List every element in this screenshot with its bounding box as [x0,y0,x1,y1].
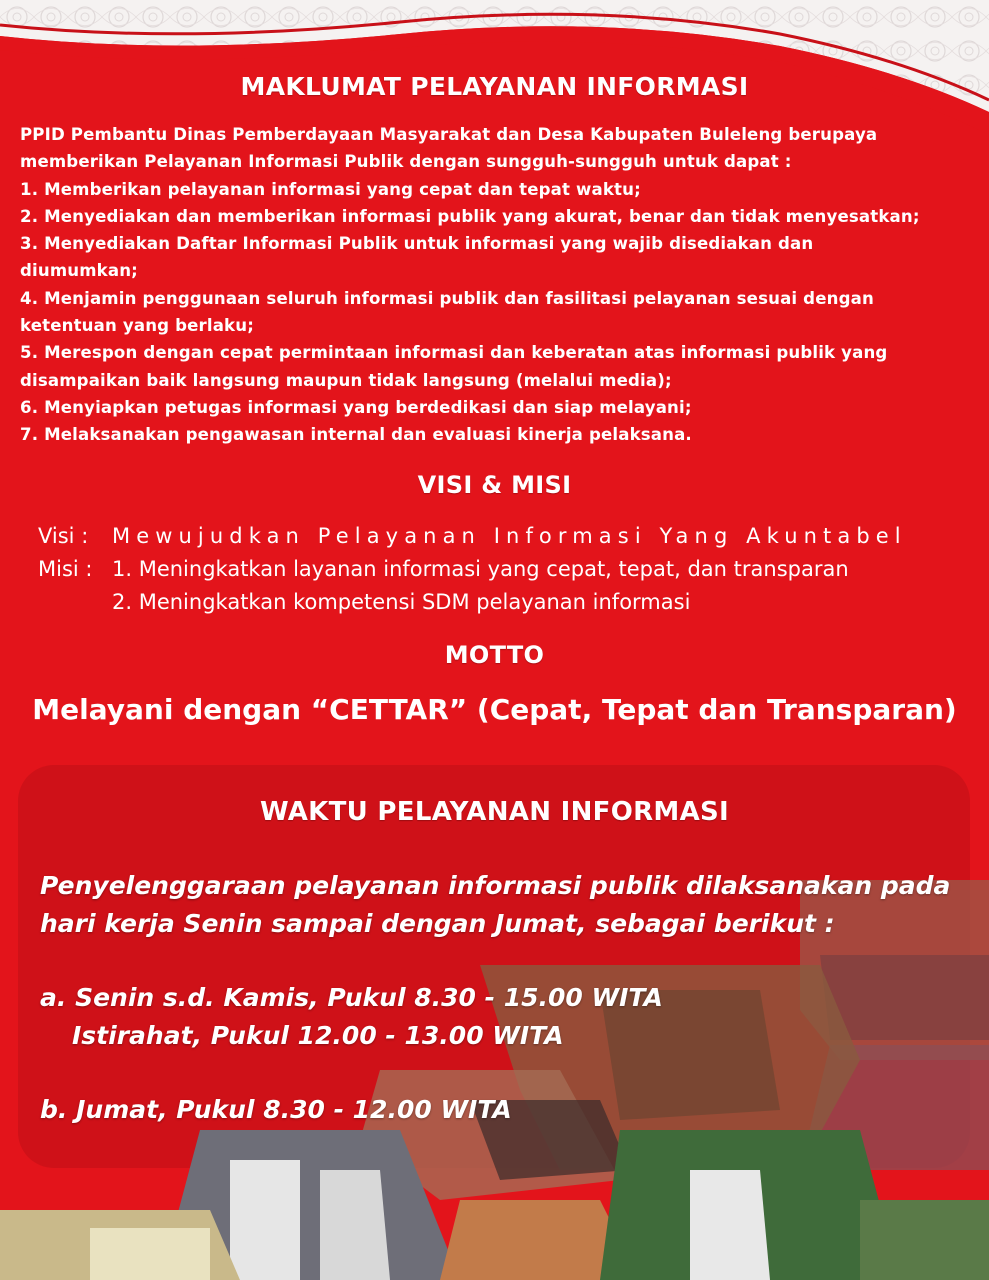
maklumat-item: 7. Melaksanakan pengawasan internal dan evaluasi kinerja pelaksana. [20,425,692,445]
visi-text: Mewujudkan Pelayanan Informasi Yang Akuntabel [112,524,907,548]
maklumat-item: 4. Menjamin penggunaan seluruh informasi publik dan fasilitasi pelayanan sesuai dengan [20,288,874,308]
waktu-body [40,867,970,1129]
misi-item-1: 1. Meningkatkan layanan informasi yang cepat, tepat, dan transparan [112,557,849,581]
maklumat-item: disampaikan baik langsung maupun tidak langsung (melalui media); [20,370,672,390]
waktu-title: WAKTU PELAYANAN INFORMASI [259,797,730,827]
maklumat-line: PPID Pembantu Dinas Pemberdayaan Masyarakat dan Desa Kabupaten Buleleng berupaya [20,125,878,144]
visi-label: Visi : [38,524,89,548]
maklumat-item: 1. Memberikan pelayanan informasi yang cepat dan tepat waktu; [20,179,641,199]
motto-text: Melayani dengan “CETTAR” (Cepat, Tepat dan Transparan) [32,693,957,726]
misi-item-2: 2. Meningkatkan kompetensi SDM pelayanan informasi [112,590,691,614]
waktu-intro-line-1: Penyelenggaraan pelayanan informasi publik dilaksanakan pada [40,871,951,900]
maklumat-item: ketentuan yang berlaku; [20,316,254,336]
maklumat-item: diumumkan; [20,261,138,281]
maklumat-item: 6. Menyiapkan petugas informasi yang berdedikasi dan siap melayani; [20,397,692,417]
schedule-a: a. Senin s.d. Kamis, Pukul 8.30 - 15.00 WITA [40,983,663,1012]
maklumat-title: MAKLUMAT PELAYANAN INFORMASI [240,72,749,101]
maklumat-line: memberikan Pelayanan Informasi Publik dengan sungguh-sungguh untuk dapat : [20,152,792,172]
visi-misi-title: VISI & MISI [417,471,572,499]
spacer [40,1055,970,1091]
motto-title: MOTTO [444,641,545,669]
schedule-b: b. Jumat, Pukul 8.30 - 12.00 WITA [40,1095,512,1124]
misi-label: Misi : [38,557,93,581]
maklumat-item: 2. Menyediakan dan memberikan informasi publik yang akurat, benar dan tidak menyesatkan; [20,206,920,226]
waktu-intro-line-2: hari kerja Senin sampai dengan Jumat, sebagai berikut : [40,909,835,938]
maklumat-item: 5. Merespon dengan cepat permintaan informasi dan keberatan atas informasi publik yang [20,343,888,363]
maklumat-item: 3. Menyediakan Daftar Informasi Publik untuk informasi yang wajib disediakan dan [20,234,814,254]
spacer [40,943,970,979]
schedule-a-break: Istirahat, Pukul 12.00 - 13.00 WITA [72,1021,564,1050]
